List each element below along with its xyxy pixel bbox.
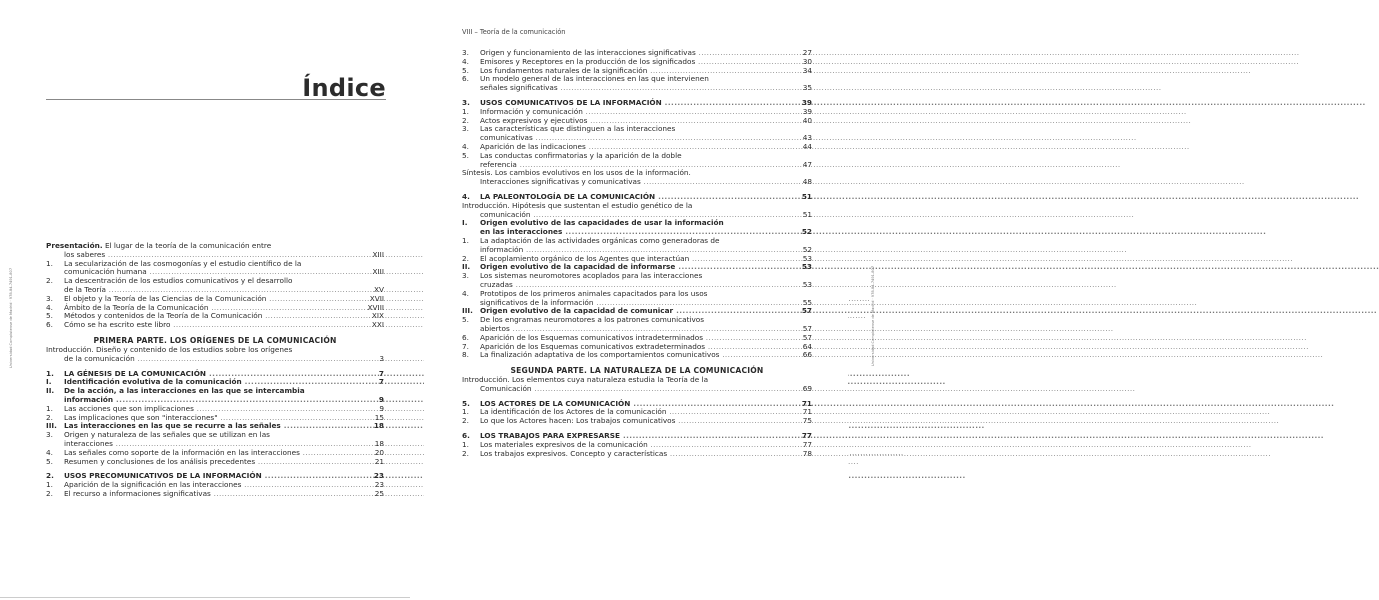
toc-intro — [46, 355, 384, 364]
toc-intro-text: Introducción. Los elementos cuya naturaleza estudia la Teoría de la — [462, 375, 709, 385]
toc-entry-page: 39 — [802, 106, 812, 116]
toc-entry-title: Las características que distinguen a las interacciones — [480, 124, 676, 134]
toc-entry-page: 43 — [802, 133, 812, 143]
toc-entry-page: 18 — [374, 438, 384, 448]
toc-entry-page: 35 — [802, 83, 812, 93]
toc-entry-title: comunicativas ..... — [480, 134, 784, 143]
toc-entry-page: 7 — [378, 368, 384, 378]
toc-entry — [462, 84, 812, 93]
toc-entry-number: 3. — [46, 293, 53, 303]
page-title: Índice — [302, 74, 386, 102]
toc-entry-number: 3. — [462, 271, 469, 281]
toc-entry-page: XIII — [372, 249, 384, 259]
toc-entry-page: XXI — [371, 320, 384, 330]
toc-entry-title: referencia ..... — [480, 161, 784, 170]
toc-entry-title: información ..... — [64, 396, 356, 405]
toc-entry-title: Las interacciones en las que se recurre a las señales ..... — [64, 422, 356, 431]
toc-entry-title: La descentración de los estudios comunicativos y el desarrollo — [64, 276, 293, 286]
toc-entry-title: LOS TRABAJOS PARA EXPRESARSE ..... — [480, 432, 784, 441]
toc-entry-page: 77 — [801, 431, 812, 441]
toc-entry-page: 44 — [802, 141, 812, 151]
toc-entry-page: XIII — [372, 267, 384, 277]
toc-entry-page: 53 — [801, 262, 812, 272]
toc-entry-title: en las interacciones ..... — [480, 228, 784, 237]
toc-intro — [462, 385, 812, 394]
toc-entry-page: 53 — [802, 253, 812, 263]
toc-left — [46, 242, 384, 499]
toc-entry-title: De la acción, a las interacciones en las que se intercambia — [64, 386, 305, 396]
toc-entry-title: Origen evolutivo de las capacidades de usar la información — [480, 218, 724, 228]
toc-entry-page: 34 — [802, 65, 812, 75]
toc-entry-title: LOS ACTORES DE LA COMUNICACIÓN ..... — [480, 400, 784, 409]
toc-entry-number: 5. — [462, 65, 469, 75]
toc-entry-title: los saberes ..... — [64, 251, 356, 260]
toc-entry-page: 23 — [374, 480, 384, 490]
toc-entry-title: Emisores y Receptores en la producción de los significados ..... — [480, 58, 784, 67]
toc-list-e — [462, 400, 812, 426]
toc-entry-title: De los engramas neuromotores a los patrones comunicativos — [480, 315, 705, 325]
toc-list-a — [46, 260, 384, 330]
toc-entry-page: 71 — [802, 407, 812, 417]
bottom-rule — [0, 597, 410, 598]
toc-entry-number: 5. — [462, 315, 469, 325]
toc-entry-page: 57 — [801, 306, 812, 316]
toc-entry-title: USOS PRECOMUNICATIVOS DE LA INFORMACIÓN ..... — [64, 472, 356, 481]
toc-entry-number: 1. — [462, 439, 469, 449]
toc-synthesis-text: Síntesis. Los cambios evolutivos en los usos de la información. — [462, 168, 691, 178]
toc-entry-title: LA GÉNESIS DE LA COMUNICACIÓN ..... — [64, 370, 356, 379]
toc-entry — [462, 417, 812, 426]
toc-entry-page: 15 — [374, 412, 384, 422]
toc-entry-number: 1. — [46, 368, 54, 378]
presentation-text: El lugar de la teoría de la comunicación entre — [104, 241, 272, 250]
toc-entry-page: 18 — [373, 421, 384, 431]
presentation-label: Presentación. — [46, 241, 103, 250]
toc-entry-number: 4. — [462, 288, 469, 298]
toc-entry-page: 77 — [802, 439, 812, 449]
toc-entry-number: 3. — [462, 97, 470, 107]
toc-entry-number: 2. — [462, 253, 469, 263]
toc-intro-text: de la comunicación ..... — [64, 355, 356, 364]
toc-entry-page: 64 — [802, 341, 812, 351]
toc-entry-title: Prototipos de los primeros animales capacitados para los usos — [480, 288, 708, 298]
side-watermark: Universidad Complutense de Madrid · 978-84-7491-807 — [9, 267, 13, 368]
toc-entry-page: 71 — [801, 398, 812, 408]
toc-entry-page: 51 — [801, 191, 812, 201]
toc-entry-title: El recurso a informaciones significativas ..... — [64, 490, 356, 499]
toc-entry-title: Aparición de la significación en las interacciones ..... — [64, 481, 356, 490]
toc-entry-title: Identificación evolutiva de la comunicación ..... — [64, 378, 356, 387]
toc-entry-title: Origen y funcionamiento de las interacciones significativas ..... — [480, 49, 784, 58]
title-rule — [46, 99, 386, 100]
toc-entry-title: Resumen y conclusiones de los análisis precedentes ..... — [64, 458, 356, 467]
toc-list-a — [462, 49, 812, 93]
toc-entry-number: 2. — [462, 448, 469, 458]
toc-entry-number: 7. — [462, 341, 469, 351]
toc-entry-title: Aparición de los Esquemas comunicativos intradeterminados ..... — [480, 334, 784, 343]
toc-entry-title: Ámbito de la Teoría de la Comunicación ..... — [64, 304, 356, 313]
toc-entry-title: cruzadas ..... — [480, 281, 784, 290]
toc-entry-title: Los trabajos expresivos. Concepto y características ..... — [480, 450, 784, 459]
toc-entry-title: Aparición de las indicaciones ..... — [480, 143, 784, 152]
toc-entry-title: La secularización de las cosmogonías y el estudio científico de la — [64, 258, 302, 268]
toc-intro-text: Introducción. Hipótesis que sustentan el estudio genético de la — [462, 200, 693, 210]
toc-entry-title: comunicación humana ..... — [64, 268, 356, 277]
toc-entry-number: II. — [462, 262, 471, 272]
right-page — [424, 0, 875, 600]
toc-entry-title: Las señales como soporte de la información en las interacciones ..... — [64, 449, 356, 458]
toc-entry-number: I. — [46, 377, 52, 387]
toc-entry-page: XVII — [369, 293, 384, 303]
part-heading: SEGUNDA PARTE. LA NATURALEZA DE LA COMUNICACIÓN — [510, 366, 764, 376]
toc-entry-title: significativos de la información ..... — [480, 299, 784, 308]
toc-entry-page: 21 — [374, 456, 384, 466]
toc-entry-number: 5. — [46, 456, 53, 466]
toc-entry-number: 1. — [46, 480, 53, 490]
toc-entry-number: 2. — [46, 488, 53, 498]
toc-entry — [46, 458, 384, 467]
side-watermark: Universidad Complutense de Madrid · 978-84-7491-807 — [871, 265, 875, 366]
toc-entry-page: XVIII — [367, 302, 384, 312]
toc-entry-title: El acoplamiento orgánico de los Agentes que interactúan ..... — [480, 255, 784, 264]
toc-entry-number: II. — [46, 386, 55, 396]
toc-entry-page: 53 — [802, 279, 812, 289]
toc-entry-page: 48 — [802, 177, 812, 187]
toc-entry-page: 69 — [802, 383, 812, 393]
toc-entry-page: 25 — [374, 488, 384, 498]
toc-entry-page: 47 — [802, 159, 812, 169]
toc-intro-text: Introducción. Diseño y contenido de los estudios sobre los orígenes — [46, 344, 293, 354]
toc-entry-page: 57 — [802, 332, 812, 342]
toc-entry-number: 2. — [46, 471, 54, 481]
toc-entry-title: información ..... — [480, 246, 784, 255]
toc-entry-title: Los fundamentos naturales de la significación ..... — [480, 67, 784, 76]
toc-entry-page: 30 — [802, 56, 812, 66]
toc-entry-number: 5. — [46, 311, 53, 321]
toc-entry-title: Origen evolutivo de la capacidad de comunicar ..... — [480, 307, 784, 316]
toc-entry-title: La adaptación de las actividades orgánicas como generadoras de — [480, 235, 720, 245]
toc-list-c — [46, 472, 384, 498]
toc-entry-page: 40 — [802, 115, 812, 125]
toc-entry-title: Métodos y contenidos de la Teoría de la Comunicación ..... — [64, 312, 356, 321]
toc-entry-title: de la Teoría ..... — [64, 286, 356, 295]
toc-entry-title: Los materiales expresivos de la comunicación ..... — [480, 441, 784, 450]
toc-list-b — [46, 370, 384, 467]
toc-entry-title: abiertos ..... — [480, 325, 784, 334]
toc-entry-page: XV — [374, 284, 384, 294]
toc-entry-number: 3. — [462, 48, 469, 57]
toc-entry-number: 6. — [46, 320, 53, 330]
toc-entry-page: 9 — [378, 394, 384, 404]
toc-entry-page: 52 — [801, 227, 812, 237]
toc-entry-title: interacciones ..... — [64, 440, 356, 449]
toc-entry-page: 9 — [379, 403, 384, 413]
toc-entry-title: Información y comunicación ..... — [480, 108, 784, 117]
toc-entry-page: 27 — [802, 48, 812, 57]
toc-entry-page: 78 — [802, 448, 812, 458]
toc-entry-title: Cómo se ha escrito este libro ..... — [64, 321, 356, 330]
toc-entry-title: Un modelo general de las interacciones en las que intervienen — [480, 74, 709, 84]
toc-entry-number: 3. — [462, 124, 469, 134]
toc-entry-number: 5. — [462, 398, 470, 408]
toc-entry — [46, 490, 384, 499]
toc-entry-page: 75 — [802, 416, 812, 426]
toc-entry-title: señales significativas ..... — [480, 84, 784, 93]
toc-entry-number: 2. — [462, 115, 469, 125]
toc-entry — [46, 321, 384, 330]
toc-right — [462, 49, 812, 458]
toc-entry-number: 2. — [462, 416, 469, 426]
toc-entry-title: Las conductas confirmatorias y la aparición de la doble — [480, 150, 682, 160]
toc-entry-number: 8. — [462, 350, 469, 360]
toc-entry-number: 2. — [46, 412, 53, 422]
toc-entry-number: 4. — [46, 302, 53, 312]
toc-entry-title: Origen evolutivo de la capacidad de informarse ..... — [480, 263, 784, 272]
toc-entry-title: USOS COMUNICATIVOS DE LA INFORMACIÓN ..... — [480, 99, 784, 108]
toc-list-f — [462, 432, 812, 458]
toc-entry-number: 3. — [46, 430, 53, 440]
toc-entry-title: Las acciones que son implicaciones ..... — [64, 405, 356, 414]
part-heading: PRIMERA PARTE. LOS ORÍGENES DE LA COMUNICACIÓN — [93, 335, 337, 345]
toc-synthesis-text: Interacciones significativas y comunicativas ..... — [480, 178, 784, 187]
toc-entry-page: 3 — [379, 353, 384, 363]
toc-entry-number: 1. — [462, 407, 469, 417]
toc-entry-number: III. — [46, 421, 57, 431]
toc-entry-number: 2. — [46, 276, 53, 286]
running-head: VIII – Teoría de la comunicación — [462, 28, 566, 36]
toc-list-b — [462, 99, 812, 169]
toc-entry-title: El objeto y la Teoría de las Ciencias de la Comunicación ..... — [64, 295, 356, 304]
toc-entry-number: 1. — [462, 235, 469, 245]
toc-entry-number: 4. — [462, 56, 469, 66]
toc-entry-page: 20 — [374, 447, 384, 457]
toc-entry-title: Aparición de los Esquemas comunicativos extradeterminados ..... — [480, 343, 784, 352]
toc-intro-text: comunicación ..... — [480, 211, 784, 220]
toc-entry-number: 1. — [462, 106, 469, 116]
toc-entry-page: XIX — [371, 311, 384, 321]
toc-entry-number: 6. — [462, 431, 470, 441]
toc-entry-title: La identificación de los Actores de la comunicación ..... — [480, 408, 784, 417]
toc-entry-title: Lo que los Actores hacen: Los trabajos comunicativos ..... — [480, 417, 784, 426]
toc-entry-number: III. — [462, 306, 473, 316]
toc-entry-number: 6. — [462, 332, 469, 342]
toc-entry-title: Las implicaciones que son "interacciones" ..... — [64, 414, 356, 423]
toc-entry-page: 55 — [802, 297, 812, 307]
toc-entry-page: 57 — [802, 323, 812, 333]
toc-entry-page: 7 — [378, 377, 384, 387]
toc-synthesis — [462, 178, 812, 187]
toc-entry-number: 4. — [462, 141, 469, 151]
toc-entry-number: 5. — [462, 150, 469, 160]
toc-entry — [462, 450, 812, 459]
toc-entry-title: La finalización adaptativa de los comportamientos comunicativos ..... — [480, 351, 784, 360]
toc-entry-page: 52 — [802, 244, 812, 254]
toc-entry-page: 66 — [802, 350, 812, 360]
toc-entry-title: Origen y naturaleza de las señales que se utilizan en las — [64, 430, 270, 440]
toc-intro-text: Comunicación ..... — [480, 385, 784, 394]
toc-entry-page: 39 — [801, 97, 812, 107]
toc-entry-page: 23 — [373, 471, 384, 481]
left-page — [0, 0, 424, 600]
toc-entry-title: Los sistemas neuromotores acoplados para las interacciones — [480, 271, 703, 281]
toc-entry-number: 4. — [462, 191, 470, 201]
toc-entry-title: LA PALEONTOLOGÍA DE LA COMUNICACIÓN ..... — [480, 193, 784, 202]
toc-entry-page: 51 — [802, 209, 812, 219]
toc-entry-number: 6. — [462, 74, 469, 84]
toc-entry-number: 1. — [46, 403, 53, 413]
toc-list-d — [462, 219, 812, 360]
toc-entry — [462, 351, 812, 360]
toc-entry-number: 1. — [46, 258, 53, 268]
toc-entry-number: 4. — [46, 447, 53, 457]
toc-entry-number: I. — [462, 218, 468, 228]
toc-entry-title: Actos expresivos y ejecutivos ..... — [480, 117, 784, 126]
